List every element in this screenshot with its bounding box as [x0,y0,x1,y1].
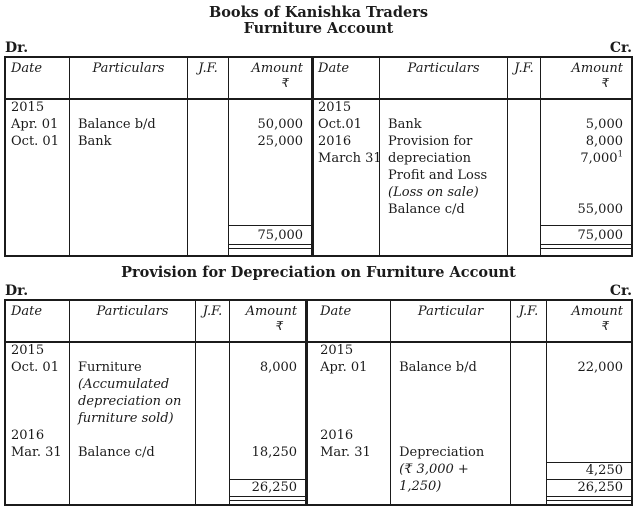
date-header: Date [6,301,70,341]
date-cell: Mar. 31 [308,445,391,462]
jf-cell [188,249,229,255]
date-cell: Oct. 01 [6,134,70,151]
ledger-row [6,151,311,168]
particulars-cell [70,151,188,168]
ledger-row [6,343,305,360]
amount-cell [229,151,311,168]
date-cell: Oct.01 [314,117,380,134]
ledger-row [6,100,311,117]
amount-header-word: Amount [571,61,623,76]
amount-cell [230,394,305,411]
ledger-row [6,411,305,428]
amount-cell: 22,000 [577,360,623,375]
amount-header [229,58,311,98]
jf-cell [196,428,230,445]
particulars-cell: (Accumulated [70,377,196,394]
rupee-symbol: ₹ [601,319,609,333]
amount-cell: 50,000 [257,117,304,132]
particulars-cell [70,428,196,445]
particulars-cell [380,225,508,244]
jf-cell [511,360,547,377]
total-amount: 75,000 [541,225,631,244]
ledger-row [308,360,631,377]
jf-cell [508,185,541,202]
total-row [314,225,631,244]
amount-header-word: Amount [571,304,623,319]
particulars-cell: furniture sold) [70,411,196,428]
jf-cell [508,134,541,151]
particulars-cell: 1,250) [391,479,511,496]
particulars-cell [391,377,511,394]
amount-cell [547,377,631,394]
ledger-row [314,151,631,168]
amount-cell: 4,250 [547,462,631,479]
ledger-row [314,117,631,134]
particulars-cell [70,202,188,219]
amount-cell [541,185,631,202]
ledger-row [314,134,631,151]
date-cell [314,185,380,202]
amount-header-word: Amount [245,304,298,319]
jf-cell [196,411,230,428]
particulars-cell: Profit and Loss [380,168,508,185]
jf-cell [511,462,547,479]
book-title: Books of Kanishka Traders [209,4,428,21]
amount-cell [547,411,631,428]
jf-cell [508,100,541,117]
amount-cell: 25,000 [257,134,304,149]
date-cell [6,377,70,394]
date-header: Date [6,58,70,98]
jf-cell [188,151,229,168]
date-cell [6,479,70,496]
jf-cell [511,377,547,394]
ledger-row [6,462,305,479]
ledger-row [6,394,305,411]
jf-header: J.F. [188,58,229,98]
jf-cell [511,445,547,462]
total-amount: 26,250 [547,479,631,496]
jf-cell [511,428,547,445]
date-cell [6,462,70,479]
amount-cell [230,377,305,394]
date-cell [6,249,70,255]
amount-cell [541,249,631,255]
particulars-cell: depreciation on [70,394,196,411]
jf-cell [196,462,230,479]
amount-cell [547,394,631,411]
particulars-cell: Balance b/d [70,117,188,134]
particulars-cell [70,100,188,117]
particulars-header: Particulars [380,58,508,98]
amount-cell [230,501,305,504]
amount-cell [230,411,305,428]
jf-cell [188,117,229,134]
date-cell [314,249,380,255]
particulars-cell [70,185,188,202]
date-cell [314,225,380,244]
jf-cell [196,394,230,411]
particulars-cell [70,479,196,496]
amount-header [230,301,305,341]
jf-header: J.F. [511,301,547,341]
date-cell: 2016 [314,134,380,151]
particulars-cell: Bank [70,134,188,151]
provision-account-ledger [4,299,633,506]
date-cell [6,411,70,428]
jf-cell [511,501,547,504]
ledger-row [308,343,631,360]
date-cell [308,462,391,479]
date-cell [6,225,70,244]
provision-account-title: Provision for Depreciation on Furniture Account [121,264,516,281]
jf-cell [188,225,229,244]
date-cell: Apr. 01 [6,117,70,134]
dr-label: Dr. [5,283,29,299]
ledger-header [314,58,631,100]
jf-cell [188,185,229,202]
credit-side [314,58,631,255]
amount-cell: 5,000 [585,117,623,132]
total-amount: 26,250 [230,479,305,496]
jf-cell [511,411,547,428]
dr-label: Dr. [5,40,29,56]
amount-cell [547,428,631,445]
jf-cell [196,501,230,504]
ledger-row [6,360,305,377]
amount-cell [229,249,311,255]
particulars-cell [70,343,196,360]
ledger-row [6,168,311,185]
jf-cell [196,343,230,360]
jf-cell [196,377,230,394]
amount-cell [230,462,305,479]
cr-label: Cr. [609,40,632,56]
amount-cell [229,202,311,219]
date-cell: March 31 [314,151,380,168]
cr-label: Cr. [609,283,632,299]
jf-cell [508,168,541,185]
amount-cell [541,100,631,117]
ledger-row [6,134,311,151]
jf-cell [188,100,229,117]
jf-cell [188,202,229,219]
particulars-cell [70,501,196,504]
ledger-row [308,445,631,462]
jf-cell [511,394,547,411]
spacer-row [308,501,631,504]
ledger-row [314,100,631,117]
amount-cell [547,343,631,360]
particulars-cell: Balance c/d [380,202,508,219]
jf-cell [188,134,229,151]
provision-drcr-labels [0,283,637,299]
total-row [6,479,305,496]
ledger-header [308,301,631,343]
particulars-cell: Depreciation [391,445,511,462]
amount-cell [229,168,311,185]
particulars-cell: Bank [380,117,508,134]
date-cell: 2015 [308,343,391,360]
jf-header: J.F. [508,58,541,98]
date-cell [6,501,70,504]
particulars-cell [70,225,188,244]
spacer-row [314,249,631,255]
jf-cell [188,168,229,185]
amount-cell: 55,000 [577,202,623,217]
amount-cell [230,428,305,445]
date-cell [6,202,70,219]
date-cell: Apr. 01 [308,360,391,377]
spacer-row [6,501,305,504]
ledger-row [6,185,311,202]
amount-cell: 8,000 [585,134,623,149]
ledger-row [308,428,631,445]
date-header: Date [308,301,391,341]
ledger-header [6,301,305,343]
amount-header-word: Amount [251,61,304,76]
date-cell [308,411,391,428]
date-cell [6,394,70,411]
ledger-row [6,428,305,445]
particulars-cell [391,411,511,428]
furniture-drcr-labels [0,40,637,56]
particulars-cell [70,462,196,479]
date-cell: Mar. 31 [6,445,70,462]
jf-cell [508,225,541,244]
jf-cell [511,479,547,496]
total-amount: 75,000 [229,225,311,244]
spacer-row [6,249,311,255]
ledger-row [308,411,631,428]
amount-cell [541,168,631,185]
date-cell [6,185,70,202]
ledger-row [314,202,631,219]
amount-cell [230,343,305,360]
amount-cell: 18,250 [251,445,298,460]
credit-side [308,301,631,504]
jf-cell [196,479,230,496]
particulars-cell [391,428,511,445]
particulars-cell [391,501,511,504]
furniture-account-title: Furniture Account [243,20,394,37]
date-cell [6,151,70,168]
amount-cell [547,501,631,504]
amount-cell: 8,000 [259,360,298,375]
particulars-cell: Balance c/d [70,445,196,462]
rupee-symbol: ₹ [281,76,290,90]
jf-header: J.F. [196,301,230,341]
jf-cell [196,445,230,462]
amount-header [541,58,631,98]
particulars-cell: (Loss on sale) [380,185,508,202]
rupee-symbol: ₹ [275,319,284,333]
ledger-row [314,185,631,202]
date-header: Date [314,58,380,98]
amount-cell [541,151,631,168]
amount-header [547,301,631,341]
particulars-cell [70,168,188,185]
ledger-row [308,394,631,411]
date-cell: 2015 [6,100,70,117]
footnote-marker: 1 [617,149,623,160]
particulars-header: Particulars [70,58,188,98]
ledger-row [308,462,631,479]
ledger-row [314,168,631,185]
jf-cell [508,202,541,219]
date-cell [308,394,391,411]
ledger-row [6,377,305,394]
date-cell [6,168,70,185]
particulars-cell [70,249,188,255]
ledger-row [6,117,311,134]
date-cell: 2016 [6,428,70,445]
particulars-cell: depreciation [380,151,508,168]
rupee-symbol: ₹ [601,76,609,90]
date-cell [308,501,391,504]
date-cell: 2015 [6,343,70,360]
particulars-cell [391,394,511,411]
total-row [308,479,631,496]
date-cell [308,377,391,394]
ledger-row [6,202,311,219]
amount-cell [229,185,311,202]
total-row [6,225,311,244]
particulars-cell [391,343,511,360]
date-cell [308,479,391,496]
ledger-row [6,445,305,462]
particulars-cell: (₹ 3,000 + [391,462,511,479]
date-cell: Oct. 01 [6,360,70,377]
jf-cell [508,117,541,134]
debit-side [6,58,311,255]
furniture-account-ledger [4,56,633,257]
particulars-cell: Balance b/d [391,360,511,377]
debit-side [6,301,305,504]
jf-cell [508,151,541,168]
date-cell: 2015 [314,100,380,117]
amount-value: 7,000 [580,151,618,166]
date-cell: 2016 [308,428,391,445]
amount-cell [547,445,631,462]
particulars-cell [380,249,508,255]
date-cell [314,202,380,219]
date-cell [314,168,380,185]
jf-cell [196,360,230,377]
jf-cell [508,249,541,255]
amount-cell [229,100,311,117]
particulars-cell: Furniture [70,360,196,377]
jf-cell [511,343,547,360]
ledger-row [308,377,631,394]
particulars-cell [380,100,508,117]
particulars-cell: Provision for [380,134,508,151]
ledger-header [6,58,311,100]
particulars-header: Particulars [70,301,196,341]
particulars-header: Particular [391,301,511,341]
